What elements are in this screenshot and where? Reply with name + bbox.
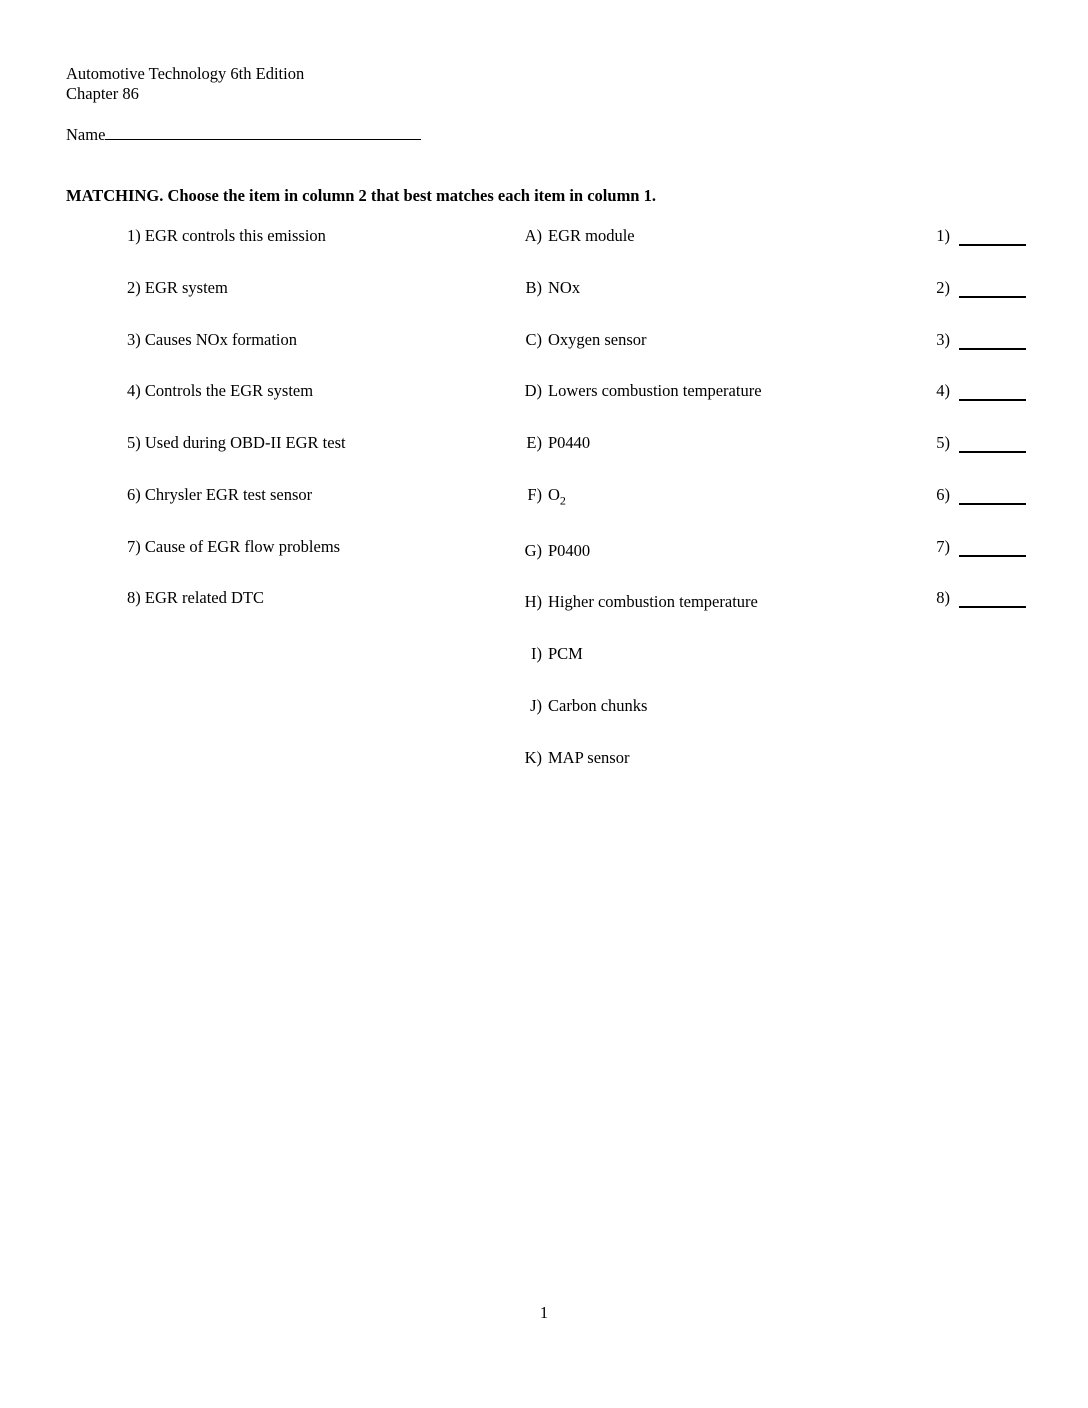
column2-item <box>514 485 762 537</box>
item-letter: J) <box>530 695 542 715</box>
page-number: 1 <box>539 1303 549 1322</box>
column1-item <box>127 485 346 537</box>
column2-item <box>514 433 762 485</box>
matching-instructions: MATCHING. Choose the item in column 2 that best matches each item in column 1. <box>66 186 656 205</box>
answer-blank-line <box>959 384 1026 401</box>
answer-number: 1) <box>936 226 950 245</box>
answer-blank-line <box>959 488 1026 505</box>
item-text: NOx <box>548 277 581 297</box>
item-letter: K) <box>524 747 542 767</box>
item-text: Cause of EGR flow problems <box>144 536 341 556</box>
item-text: Oxygen sensor <box>548 329 647 349</box>
column1-item <box>127 433 346 485</box>
item-text: P0440 <box>548 433 591 452</box>
answer-row <box>926 226 1026 278</box>
item-text: Chrysler EGR test sensor <box>144 484 313 504</box>
item-number: 1) <box>127 226 141 245</box>
answer-row <box>926 381 1026 433</box>
column1-item <box>127 381 346 433</box>
item-text: P0400 <box>548 540 591 560</box>
matching-column-1 <box>127 226 346 640</box>
column1-item <box>127 278 346 330</box>
item-text: $O_2$ <box>548 484 566 508</box>
column2-item <box>514 330 762 382</box>
item-text: EGR system <box>144 277 228 297</box>
item-number: 5) <box>127 433 141 452</box>
answer-row <box>926 433 1026 485</box>
item-text: Used during OBD-II EGR test <box>144 433 346 452</box>
item-number: 7) <box>127 536 141 556</box>
answer-row <box>926 278 1026 330</box>
answer-blank-line <box>959 281 1026 298</box>
name-field <box>66 122 421 145</box>
answer-row <box>926 330 1026 382</box>
answer-number: 2) <box>936 277 950 297</box>
item-text: Higher combustion temperature <box>548 592 758 612</box>
document-subtitle: Chapter 86 <box>66 84 139 103</box>
item-number: 6) <box>127 484 141 504</box>
name-blank-line <box>105 122 421 140</box>
document-header <box>66 64 304 104</box>
answer-row <box>926 485 1026 537</box>
answer-blank-line <box>959 333 1026 350</box>
answer-column <box>926 226 1026 640</box>
column1-item <box>127 330 346 382</box>
column2-item <box>514 278 762 330</box>
column1-item <box>127 537 346 589</box>
column1-item <box>127 588 346 640</box>
column1-item <box>127 226 346 278</box>
matching-column-2 <box>514 226 762 799</box>
item-letter: G) <box>524 540 542 560</box>
column2-item <box>514 381 762 433</box>
item-letter: F) <box>527 484 542 504</box>
answer-number: 8) <box>936 588 950 608</box>
answer-blank-line <box>959 540 1026 557</box>
answer-row <box>926 537 1026 589</box>
item-number: 4) <box>127 381 141 401</box>
item-number: 8) <box>127 588 141 608</box>
item-text: Causes NOx formation <box>144 329 298 349</box>
column2-item <box>514 644 762 696</box>
column2-item <box>514 226 762 278</box>
answer-blank-line <box>959 591 1026 608</box>
answer-blank-line <box>959 229 1026 246</box>
column2-item <box>514 696 762 748</box>
item-letter: D) <box>524 381 542 401</box>
answer-blank-line <box>959 436 1026 453</box>
item-text: Controls the EGR system <box>144 381 314 401</box>
item-number: 2) <box>127 277 141 297</box>
item-text: EGR controls this emission <box>144 226 326 245</box>
answer-number: 3) <box>936 329 950 349</box>
item-text: MAP sensor <box>548 747 630 767</box>
column2-item <box>514 592 762 644</box>
answer-number: 6) <box>936 484 950 504</box>
document-title: Automotive Technology 6th Edition <box>66 64 305 83</box>
item-letter: H) <box>524 592 542 612</box>
item-letter: B) <box>525 277 542 297</box>
answer-number: 5) <box>936 433 950 452</box>
column2-item <box>514 748 762 800</box>
column2-item <box>514 541 762 593</box>
name-label: Name <box>66 125 106 144</box>
item-letter: C) <box>525 329 542 349</box>
item-letter: I) <box>531 644 542 663</box>
item-text: EGR related DTC <box>144 588 265 608</box>
item-text: Carbon chunks <box>548 695 648 715</box>
answer-number: 7) <box>936 536 950 556</box>
item-text: Lowers combustion temperature <box>548 381 762 401</box>
item-letter: E) <box>526 433 542 452</box>
answer-row <box>926 588 1026 640</box>
item-number: 3) <box>127 329 141 349</box>
item-letter: A) <box>524 226 542 245</box>
answer-number: 4) <box>936 381 950 401</box>
item-text: EGR module <box>548 226 635 245</box>
item-text: PCM <box>548 644 583 663</box>
